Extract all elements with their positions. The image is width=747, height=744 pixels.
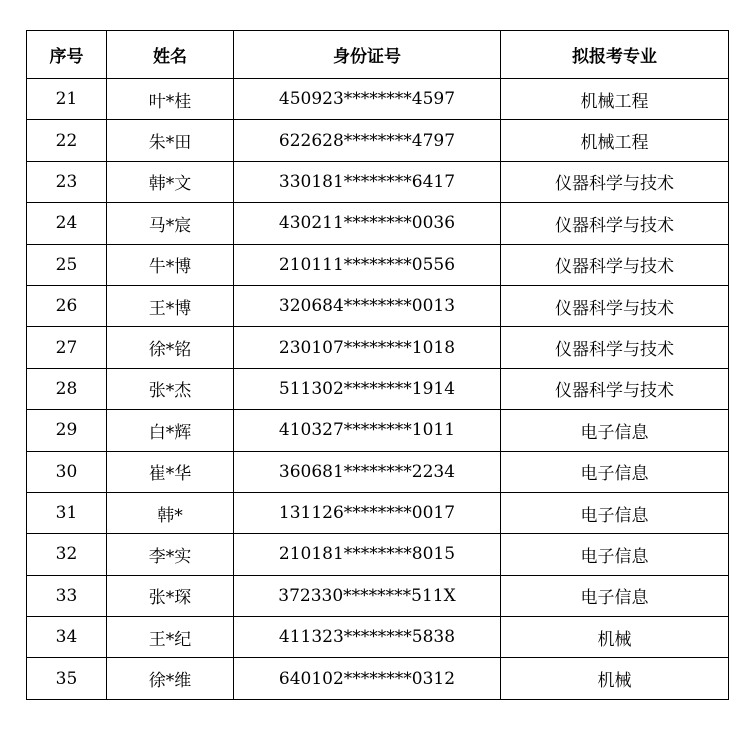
cell-intended-major: 电子信息 <box>501 410 729 451</box>
cell-id-number: 622628********4797 <box>234 120 501 161</box>
cell-serial-number: 32 <box>27 534 107 575</box>
cell-serial-number: 35 <box>27 658 107 699</box>
cell-intended-major: 电子信息 <box>501 451 729 492</box>
cell-name: 韩*文 <box>107 161 234 202</box>
table-row <box>27 658 729 699</box>
cell-name: 李*实 <box>107 534 234 575</box>
cell-id-number: 450923********4597 <box>234 79 501 120</box>
cell-name: 张*琛 <box>107 575 234 616</box>
cell-serial-number: 34 <box>27 617 107 658</box>
cell-id-number: 410327********1011 <box>234 410 501 451</box>
cell-name: 牛*博 <box>107 244 234 285</box>
table-row <box>27 285 729 326</box>
cell-name: 叶*桂 <box>107 79 234 120</box>
table-row <box>27 79 729 120</box>
cell-name: 张*杰 <box>107 368 234 409</box>
cell-serial-number: 33 <box>27 575 107 616</box>
cell-intended-major: 仪器科学与技术 <box>501 368 729 409</box>
cell-id-number: 411323********5838 <box>234 617 501 658</box>
cell-name: 白*辉 <box>107 410 234 451</box>
cell-name: 徐*维 <box>107 658 234 699</box>
cell-serial-number: 26 <box>27 285 107 326</box>
cell-serial-number: 31 <box>27 492 107 533</box>
cell-name: 王*纪 <box>107 617 234 658</box>
table-row <box>27 244 729 285</box>
cell-name: 朱*田 <box>107 120 234 161</box>
table-row <box>27 534 729 575</box>
cell-name: 崔*华 <box>107 451 234 492</box>
cell-serial-number: 23 <box>27 161 107 202</box>
cell-serial-number: 25 <box>27 244 107 285</box>
cell-intended-major: 电子信息 <box>501 534 729 575</box>
cell-id-number: 430211********0036 <box>234 203 501 244</box>
table-header-row <box>27 31 729 79</box>
table-row <box>27 451 729 492</box>
table-row <box>27 410 729 451</box>
cell-intended-major: 电子信息 <box>501 575 729 616</box>
cell-id-number: 360681********2234 <box>234 451 501 492</box>
cell-intended-major: 仪器科学与技术 <box>501 327 729 368</box>
cell-intended-major: 机械工程 <box>501 120 729 161</box>
cell-serial-number: 29 <box>27 410 107 451</box>
applicant-table <box>26 30 729 700</box>
cell-intended-major: 仪器科学与技术 <box>501 161 729 202</box>
table-row <box>27 368 729 409</box>
cell-serial-number: 28 <box>27 368 107 409</box>
cell-intended-major: 电子信息 <box>501 492 729 533</box>
cell-intended-major: 机械 <box>501 658 729 699</box>
table-row <box>27 120 729 161</box>
cell-intended-major: 仪器科学与技术 <box>501 203 729 244</box>
table-row <box>27 203 729 244</box>
cell-id-number: 372330********511X <box>234 575 501 616</box>
cell-serial-number: 21 <box>27 79 107 120</box>
table-row <box>27 575 729 616</box>
table-body <box>27 79 729 700</box>
cell-serial-number: 24 <box>27 203 107 244</box>
table-row <box>27 492 729 533</box>
cell-intended-major: 仪器科学与技术 <box>501 285 729 326</box>
cell-id-number: 320684********0013 <box>234 285 501 326</box>
cell-id-number: 131126********0017 <box>234 492 501 533</box>
table-row <box>27 617 729 658</box>
table-row <box>27 161 729 202</box>
cell-serial-number: 27 <box>27 327 107 368</box>
cell-name: 马*宸 <box>107 203 234 244</box>
cell-name: 王*博 <box>107 285 234 326</box>
cell-serial-number: 30 <box>27 451 107 492</box>
cell-name: 韩* <box>107 492 234 533</box>
cell-id-number: 511302********1914 <box>234 368 501 409</box>
cell-id-number: 210111********0556 <box>234 244 501 285</box>
header-serial-number: 序号 <box>27 31 107 79</box>
cell-intended-major: 仪器科学与技术 <box>501 244 729 285</box>
cell-id-number: 330181********6417 <box>234 161 501 202</box>
header-id-number: 身份证号 <box>234 31 501 79</box>
cell-name: 徐*铭 <box>107 327 234 368</box>
cell-id-number: 640102********0312 <box>234 658 501 699</box>
cell-id-number: 230107********1018 <box>234 327 501 368</box>
cell-intended-major: 机械 <box>501 617 729 658</box>
header-intended-major: 拟报考专业 <box>501 31 729 79</box>
table-row <box>27 327 729 368</box>
header-name: 姓名 <box>107 31 234 79</box>
cell-id-number: 210181********8015 <box>234 534 501 575</box>
cell-serial-number: 22 <box>27 120 107 161</box>
cell-intended-major: 机械工程 <box>501 79 729 120</box>
